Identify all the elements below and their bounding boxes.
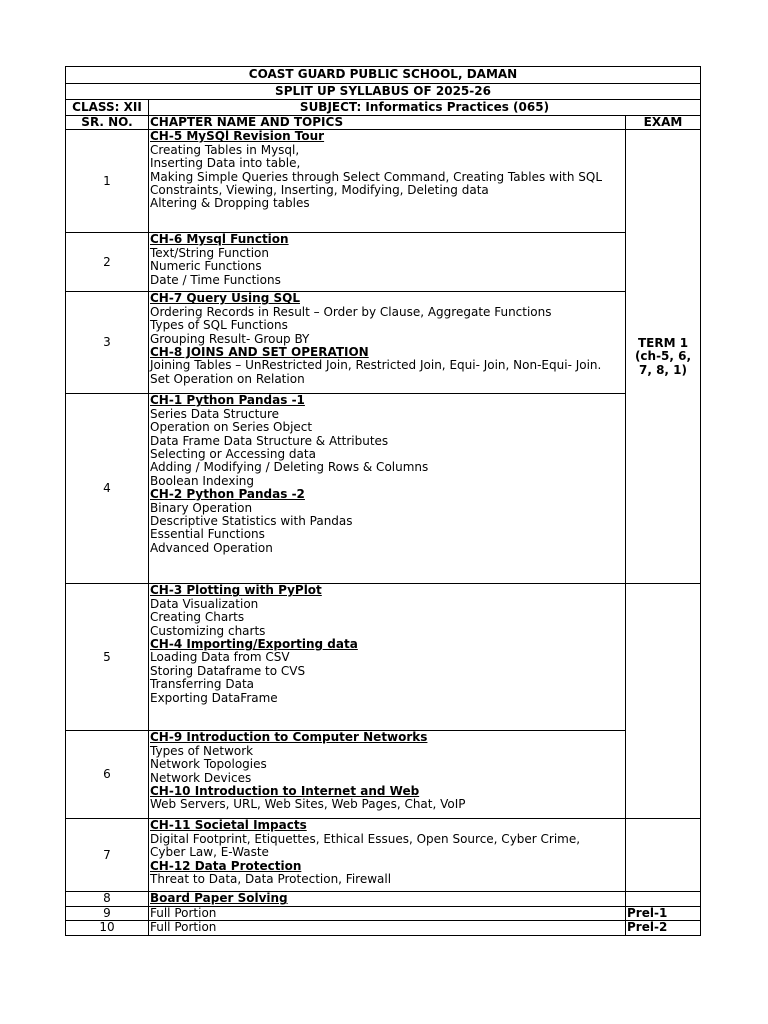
- sr-no: 3: [66, 292, 149, 394]
- table-row: [66, 819, 701, 892]
- chapter-heading: CH-11 Societal Impacts: [150, 818, 307, 833]
- chapter-heading: CH-1 Python Pandas -1: [150, 393, 305, 408]
- topic-line: Numeric Functions: [150, 259, 262, 274]
- subject-label: SUBJECT: Informatics Practices (065): [149, 100, 701, 116]
- chapter-heading: CH-8 JOINS AND SET OPERATION: [150, 345, 369, 360]
- chapter-topics: [149, 819, 626, 892]
- topic-line: Network Devices: [150, 770, 252, 785]
- chapter-heading: Board Paper Solving: [150, 891, 288, 906]
- sr-no: 1: [66, 130, 149, 233]
- topic-line: Types of Network: [150, 743, 254, 758]
- topic-line: Storing Dataframe to CVS: [150, 663, 306, 678]
- exam-cell-empty: [626, 584, 701, 819]
- sr-no: 8: [66, 892, 149, 906]
- table-row: [66, 906, 701, 920]
- chapter-topics: [149, 584, 626, 731]
- topic-line: Ordering Records in Result – Order by Clause, Aggregate Functions: [150, 304, 552, 319]
- topic-line: Joining Tables – UnRestricted Join, Restricted Join, Equi- Join, Non-Equi- Join.: [150, 358, 602, 373]
- topic-line: Boolean Indexing: [150, 473, 254, 488]
- chapter-topics: [149, 130, 626, 233]
- exam-cell-empty: [626, 819, 701, 892]
- topic-line: Exporting DataFrame: [150, 690, 278, 705]
- topic-line: Data Visualization: [150, 596, 259, 611]
- chapter-heading: CH-12 Data Protection: [150, 858, 302, 873]
- topic-line: Digital Footprint, Etiquettes, Ethical Essues, Open Source, Cyber Crime,: [150, 831, 581, 846]
- topic-line: Making Simple Queries through Select Command, Creating Tables with SQL: [150, 169, 603, 184]
- chapter-heading: CH-10 Introduction to Internet and Web: [150, 784, 420, 799]
- school-name: COAST GUARD PUBLIC SCHOOL, DAMAN: [66, 67, 701, 84]
- topic-line: Binary Operation: [150, 500, 253, 515]
- topic-line: Date / Time Functions: [150, 272, 281, 287]
- chapter-topics: Full Portion: [149, 921, 626, 935]
- topic-line: Network Topologies: [150, 757, 267, 772]
- table-row: [66, 584, 701, 731]
- header-chapter: CHAPTER NAME AND TOPICS: [149, 116, 626, 130]
- sr-no: 10: [66, 921, 149, 935]
- exam-prel-2: Prel-2: [626, 921, 701, 935]
- topic-line: Operation on Series Object: [150, 420, 313, 435]
- topic-line: Grouping Result- Group BY: [150, 331, 310, 346]
- sr-no: 6: [66, 731, 149, 819]
- topic-line: Altering & Dropping tables: [150, 196, 310, 211]
- exam-prel-1: Prel-1: [626, 906, 701, 920]
- chapter-topics: [149, 892, 626, 906]
- topic-line: Essential Functions: [150, 527, 265, 542]
- topic-line: Transferring Data: [150, 677, 254, 692]
- topic-line: Series Data Structure: [150, 406, 280, 421]
- topic-line: Threat to Data, Data Protection, Firewall: [150, 872, 392, 887]
- topic-line: Inserting Data into table,: [150, 156, 301, 171]
- header-exam: EXAM: [626, 116, 701, 130]
- topic-line: Descriptive Statistics with Pandas: [150, 514, 353, 529]
- topic-line: Adding / Modifying / Deleting Rows & Columns: [150, 460, 429, 475]
- chapter-heading: CH-9 Introduction to Computer Networks: [150, 730, 428, 745]
- chapter-heading: CH-4 Importing/Exporting data: [150, 637, 358, 652]
- chapter-topics: Full Portion: [149, 906, 626, 920]
- chapter-heading: CH-3 Plotting with PyPlot: [150, 583, 322, 598]
- topic-line: Text/String Function: [150, 245, 269, 260]
- table-row: [66, 130, 701, 233]
- chapter-heading: CH-5 MySQl Revision Tour: [150, 129, 325, 144]
- sr-no: 9: [66, 906, 149, 920]
- topic-line: Constraints, Viewing, Inserting, Modifying, Deleting data: [150, 183, 489, 198]
- chapter-topics: [149, 731, 626, 819]
- exam-cell-empty: [626, 892, 701, 906]
- topic-line: Creating Charts: [150, 610, 245, 625]
- chapter-heading: CH-7 Query Using SQL: [150, 291, 300, 306]
- topic-line: Advanced Operation: [150, 540, 273, 555]
- topic-line: Web Servers, URL, Web Sites, Web Pages, Chat, VoIP: [150, 797, 466, 812]
- header-sr-no: SR. NO.: [66, 116, 149, 130]
- topic-line: Data Frame Data Structure & Attributes: [150, 433, 389, 448]
- syllabus-table: [65, 66, 701, 936]
- sr-no: 7: [66, 819, 149, 892]
- chapter-heading: CH-6 Mysql Function: [150, 232, 289, 247]
- sr-no: 2: [66, 233, 149, 292]
- topic-line: Cyber Law, E-Waste: [150, 845, 269, 860]
- topic-line: Selecting or Accessing data: [150, 447, 316, 462]
- topic-line: Set Operation on Relation: [150, 371, 305, 386]
- table-row: [66, 731, 701, 819]
- table-row: [66, 233, 701, 292]
- sr-no: 4: [66, 394, 149, 584]
- table-row: [66, 292, 701, 394]
- topic-line: Types of SQL Functions: [150, 318, 288, 333]
- topic-line: Creating Tables in Mysql,: [150, 142, 300, 157]
- chapter-topics: [149, 394, 626, 584]
- table-row: [66, 892, 701, 906]
- chapter-heading: CH-2 Python Pandas -2: [150, 487, 305, 502]
- table-row: [66, 394, 701, 584]
- sr-no: 5: [66, 584, 149, 731]
- chapter-topics: [149, 292, 626, 394]
- syllabus-title: SPLIT UP SYLLABUS OF 2025-26: [66, 84, 701, 100]
- chapter-topics: [149, 233, 626, 292]
- topic-line: Loading Data from CSV: [150, 650, 290, 665]
- topic-line: Customizing charts: [150, 623, 266, 638]
- class-label: CLASS: XII: [66, 100, 149, 116]
- table-row: [66, 921, 701, 935]
- term-1-exam: TERM 1 (ch-5, 6, 7, 8, 1): [626, 130, 701, 584]
